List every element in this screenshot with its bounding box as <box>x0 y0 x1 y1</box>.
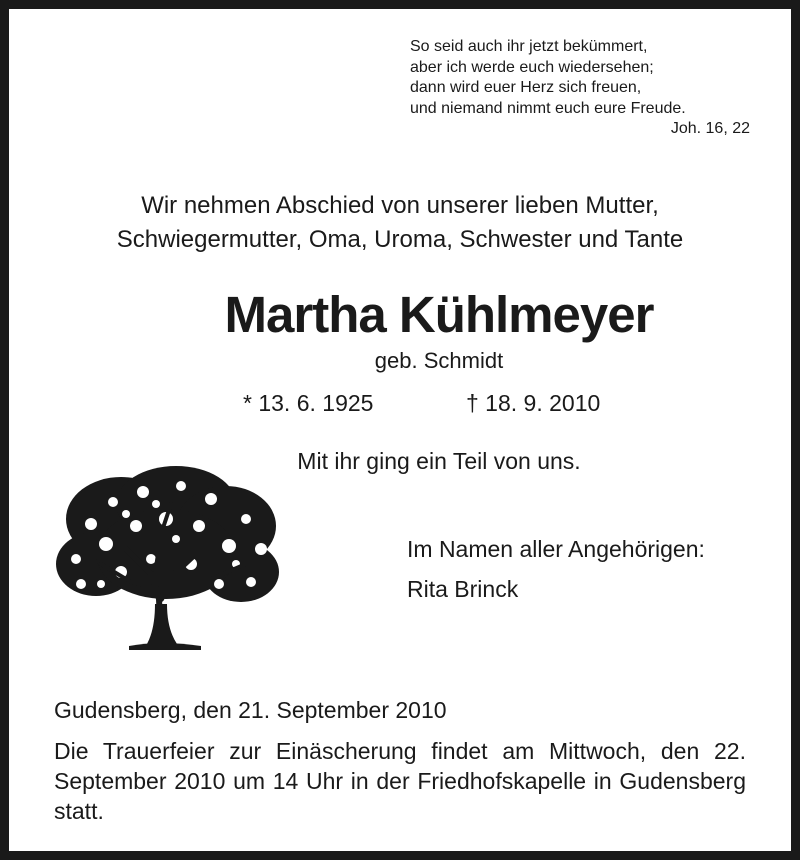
death-date: † 18. 9. 2010 <box>466 390 601 416</box>
birth-date: * 13. 6. 1925 <box>243 390 374 416</box>
intro-line: Schwiegermutter, Oma, Uroma, Schwester und Tante <box>116 226 684 253</box>
motto: Mit ihr ging ein Teil von uns. <box>297 448 581 474</box>
funeral-info: Die Trauerfeier zur Einäscherung findet am Mittwoch, den 22. September 2010 um 14 Uhr in der Friedhofskapelle in Gudensberg statt. <box>54 738 746 824</box>
verse-line: aber ich werde euch wiedersehen; <box>410 58 654 76</box>
verse-line: So seid auch ihr jetzt bekümmert, <box>410 38 648 55</box>
intro-line: Wir nehmen Abschied von unserer lieben Mutter, <box>141 192 659 219</box>
intro-text <box>9 189 791 257</box>
tree-icon <box>51 464 281 659</box>
bible-verse <box>410 37 750 140</box>
verse-line: und niemand nimmt euch eure Freude. <box>410 99 686 117</box>
signoff-name: Rita Brinck <box>407 576 519 602</box>
signoff-label: Im Namen aller Angehörigen: <box>407 536 705 562</box>
place-date: Gudensberg, den 21. September 2010 <box>54 697 447 723</box>
deceased-name: Martha Kühlmeyer <box>224 286 654 343</box>
verse-reference: Joh. 16, 22 <box>670 120 750 137</box>
maiden-name: geb. Schmidt <box>374 348 504 373</box>
verse-line: dann wird euer Herz sich freuen, <box>410 79 642 96</box>
